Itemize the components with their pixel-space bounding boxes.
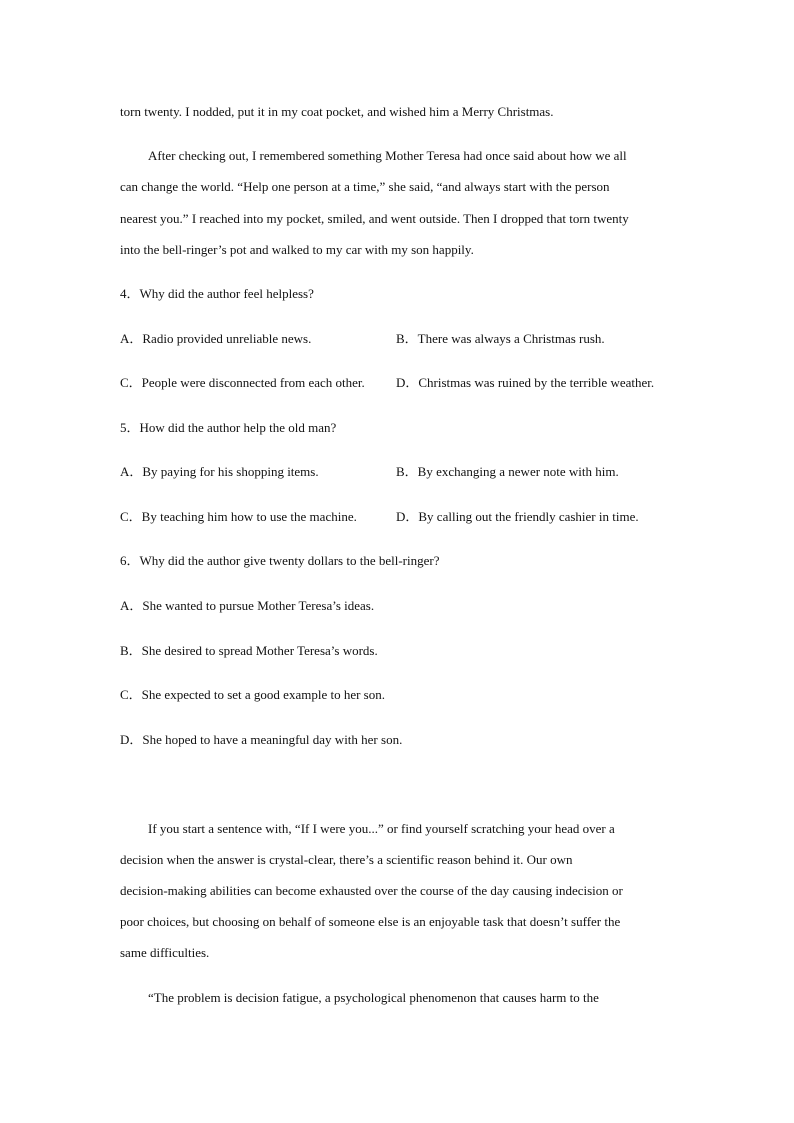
question-5-option-b: B．By exchanging a newer note with him.: [396, 464, 619, 479]
passage2-line-6: “The problem is decision fatigue, a psychological phenomenon that causes harm to the: [148, 990, 599, 1005]
question-5-stem: 5．How did the author help the old man?: [120, 420, 337, 435]
question-6-option-c: C．She expected to set a good example to her son.: [120, 687, 385, 702]
question-4-stem: 4．Why did the author feel helpless?: [120, 286, 314, 301]
passage1-line-5: into the bell-ringer’s pot and walked to my car with my son happily.: [120, 242, 474, 257]
question-4-option-a: A．Radio provided unreliable news.: [120, 331, 312, 346]
passage1-line-4: nearest you.” I reached into my pocket, smiled, and went outside. Then I dropped that torn twenty: [120, 211, 629, 226]
passage1-line-1: torn twenty. I nodded, put it in my coat pocket, and wished him a Merry Christmas.: [120, 104, 554, 119]
passage2-line-1: If you start a sentence with, “If I were you...” or find yourself scratching your head over a: [148, 821, 615, 836]
passage2-line-4: poor choices, but choosing on behalf of someone else is an enjoyable task that doesn’t suffer the: [120, 914, 621, 929]
question-6-option-d: D．She hoped to have a meaningful day with her son.: [120, 732, 403, 747]
passage1-line-3: can change the world. “Help one person at a time,” she said, “and always start with the person: [120, 179, 610, 194]
question-4-option-d: D．Christmas was ruined by the terrible weather.: [396, 375, 655, 390]
passage2-line-3: decision-making abilities can become exhausted over the course of the day causing indecision or: [120, 883, 623, 898]
question-5-option-c: C．By teaching him how to use the machine.: [120, 509, 357, 524]
question-5-option-a: A．By paying for his shopping items.: [120, 464, 319, 479]
question-6-option-a: A．She wanted to pursue Mother Teresa’s ideas.: [120, 598, 375, 613]
question-6-option-b: B．She desired to spread Mother Teresa’s words.: [120, 643, 378, 658]
passage2-line-5: same difficulties.: [120, 945, 210, 960]
question-4-option-c: C．People were disconnected from each other.: [120, 375, 365, 390]
question-5-option-d: D．By calling out the friendly cashier in time.: [396, 509, 639, 524]
question-6-stem: 6．Why did the author give twenty dollars to the bell-ringer?: [120, 553, 440, 568]
passage2-line-2: decision when the answer is crystal-clear, there’s a scientific reason behind it. Our own: [120, 852, 573, 867]
passage1-line-2: After checking out, I remembered something Mother Teresa had once said about how we all: [148, 148, 627, 163]
question-4-option-b: B．There was always a Christmas rush.: [396, 331, 605, 346]
